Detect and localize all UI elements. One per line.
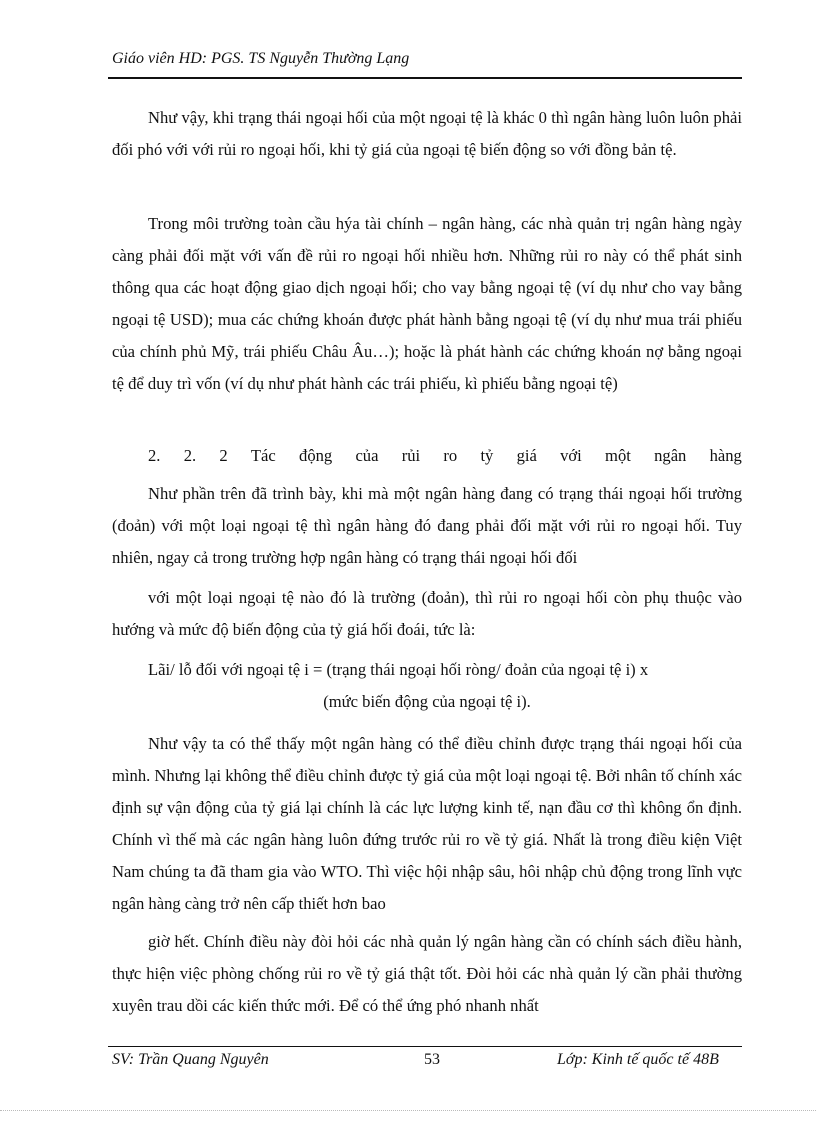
body-block-6 <box>112 926 742 1022</box>
footer-student: SV: Trần Quang Nguyên <box>112 1051 269 1068</box>
heading-word: một <box>605 446 631 465</box>
heading-word: 2. <box>148 446 161 465</box>
page-number: 53 <box>424 1051 440 1068</box>
formula-line-2: (mức biến động của ngoại tệ i). <box>323 692 531 711</box>
heading-word: giá <box>516 446 537 465</box>
page-bottom-dotted-line <box>0 1110 816 1111</box>
heading-word: ro <box>443 446 458 465</box>
footer-class: Lớp: Kinh tế quốc tế 48B <box>557 1051 719 1068</box>
formula-block <box>112 654 742 718</box>
body-block-4 <box>112 582 742 646</box>
header-divider <box>108 77 742 79</box>
heading-word: tỷ <box>480 446 494 465</box>
page-header: Giáo viên HD: PGS. TS Nguyễn Thường Lạng <box>112 50 410 67</box>
heading-word: 2 <box>219 446 228 465</box>
formula-line-1: Lãi/ lỗ đối với ngoại tệ i = (trạng thái ngoại hối ròng/ đoản của ngoại tệ i) x <box>148 660 649 679</box>
body-block-3 <box>112 478 742 574</box>
paragraph-4: với một loại ngoại tệ nào đó là trường (đoản), thì rủi ro ngoại hối còn phụ thuộc vào hướng và mức độ biến động của tỷ giá hối đoái, tức là: <box>112 588 742 639</box>
heading-word: Tác <box>250 446 276 465</box>
paragraph-2: Trong môi trường toàn cầu hýa tài chính – ngân hàng, các nhà quản trị ngân hàng ngày càng phải đối mặt với vấn đề rủi ro ngoại hối nhiều hơn. Những rủi ro này có thể phát sinh thông qua các hoạt động giao dịch ngoại hối; cho vay bằng ngoại tệ (ví dụ như cho vay bằng ngoại tệ USD); mua các chứng khoán được phát hành bằng ngoại tệ (ví dụ như mua trái phiếu của chính phủ Mỹ, trái phiếu Châu Âu…); hoặc là phát hành các chứng khoán nợ bằng ngoại tệ để duy trì vốn (ví dụ như phát hành các trái phiếu, kì phiếu bằng ngoại tệ) <box>112 214 742 393</box>
heading-word: 2. <box>183 446 197 465</box>
body-block-2 <box>112 208 742 400</box>
body-block-5 <box>112 728 742 920</box>
body-block-1 <box>112 102 742 166</box>
section-heading-words <box>148 440 742 472</box>
paragraph-1: Như vậy, khi trạng thái ngoại hối của một ngoại tệ là khác 0 thì ngân hàng luôn luôn phải đối phó với với rủi ro ngoại hối, khi tỷ giá của ngoại tệ biến động so với đồng bản tệ. <box>112 108 742 159</box>
section-heading <box>148 440 742 472</box>
heading-word: hàng <box>709 446 742 465</box>
paragraph-3: Như phần trên đã trình bày, khi mà một ngân hàng đang có trạng thái ngoại hối trường (đoản) với một loại ngoại tệ thì ngân hàng đó đang phải đối mặt với rủi ro ngoại hối. Tuy nhiên, ngay cả trong trường hợp ngân hàng có trạng thái ngoại hối đối <box>112 484 742 567</box>
heading-word: ngân <box>654 446 687 465</box>
heading-word: rủi <box>401 446 421 465</box>
heading-word: động <box>299 446 333 465</box>
footer-divider <box>108 1046 742 1047</box>
paragraph-6: giờ hết. Chính điều này đòi hỏi các nhà quản lý ngân hàng cần có chính sách điều hành, thực hiện việc phòng chống rủi ro về tỷ giá thật tốt. Đòi hỏi các nhà quản lý cần phải thường xuyên trau dồi các kiến thức mới. Để có thể ứng phó nhanh nhất <box>112 932 742 1015</box>
heading-word: của <box>355 446 379 465</box>
heading-word: với <box>560 446 582 465</box>
paragraph-5: Như vậy ta có thể thấy một ngân hàng có thể điều chỉnh được trạng thái ngoại hối của mình. Nhưng lại không thể điều chỉnh được tỷ giá của một loại ngoại tệ. Bởi nhân tố chính xác định sự vận động của tỷ giá lại chính là các lực lượng kinh tế, nạn đầu cơ thì không ổn định. Chính vì thế mà các ngân hàng luôn đứng trước rủi ro về tỷ giá. Nhất là trong điều kiện Việt Nam chúng ta đã tham gia vào WTO. Thì việc hội nhập sâu, hôi nhập chủ động trong lĩnh vực ngân hàng càng trở nên cấp thiết hơn bao <box>112 734 742 913</box>
